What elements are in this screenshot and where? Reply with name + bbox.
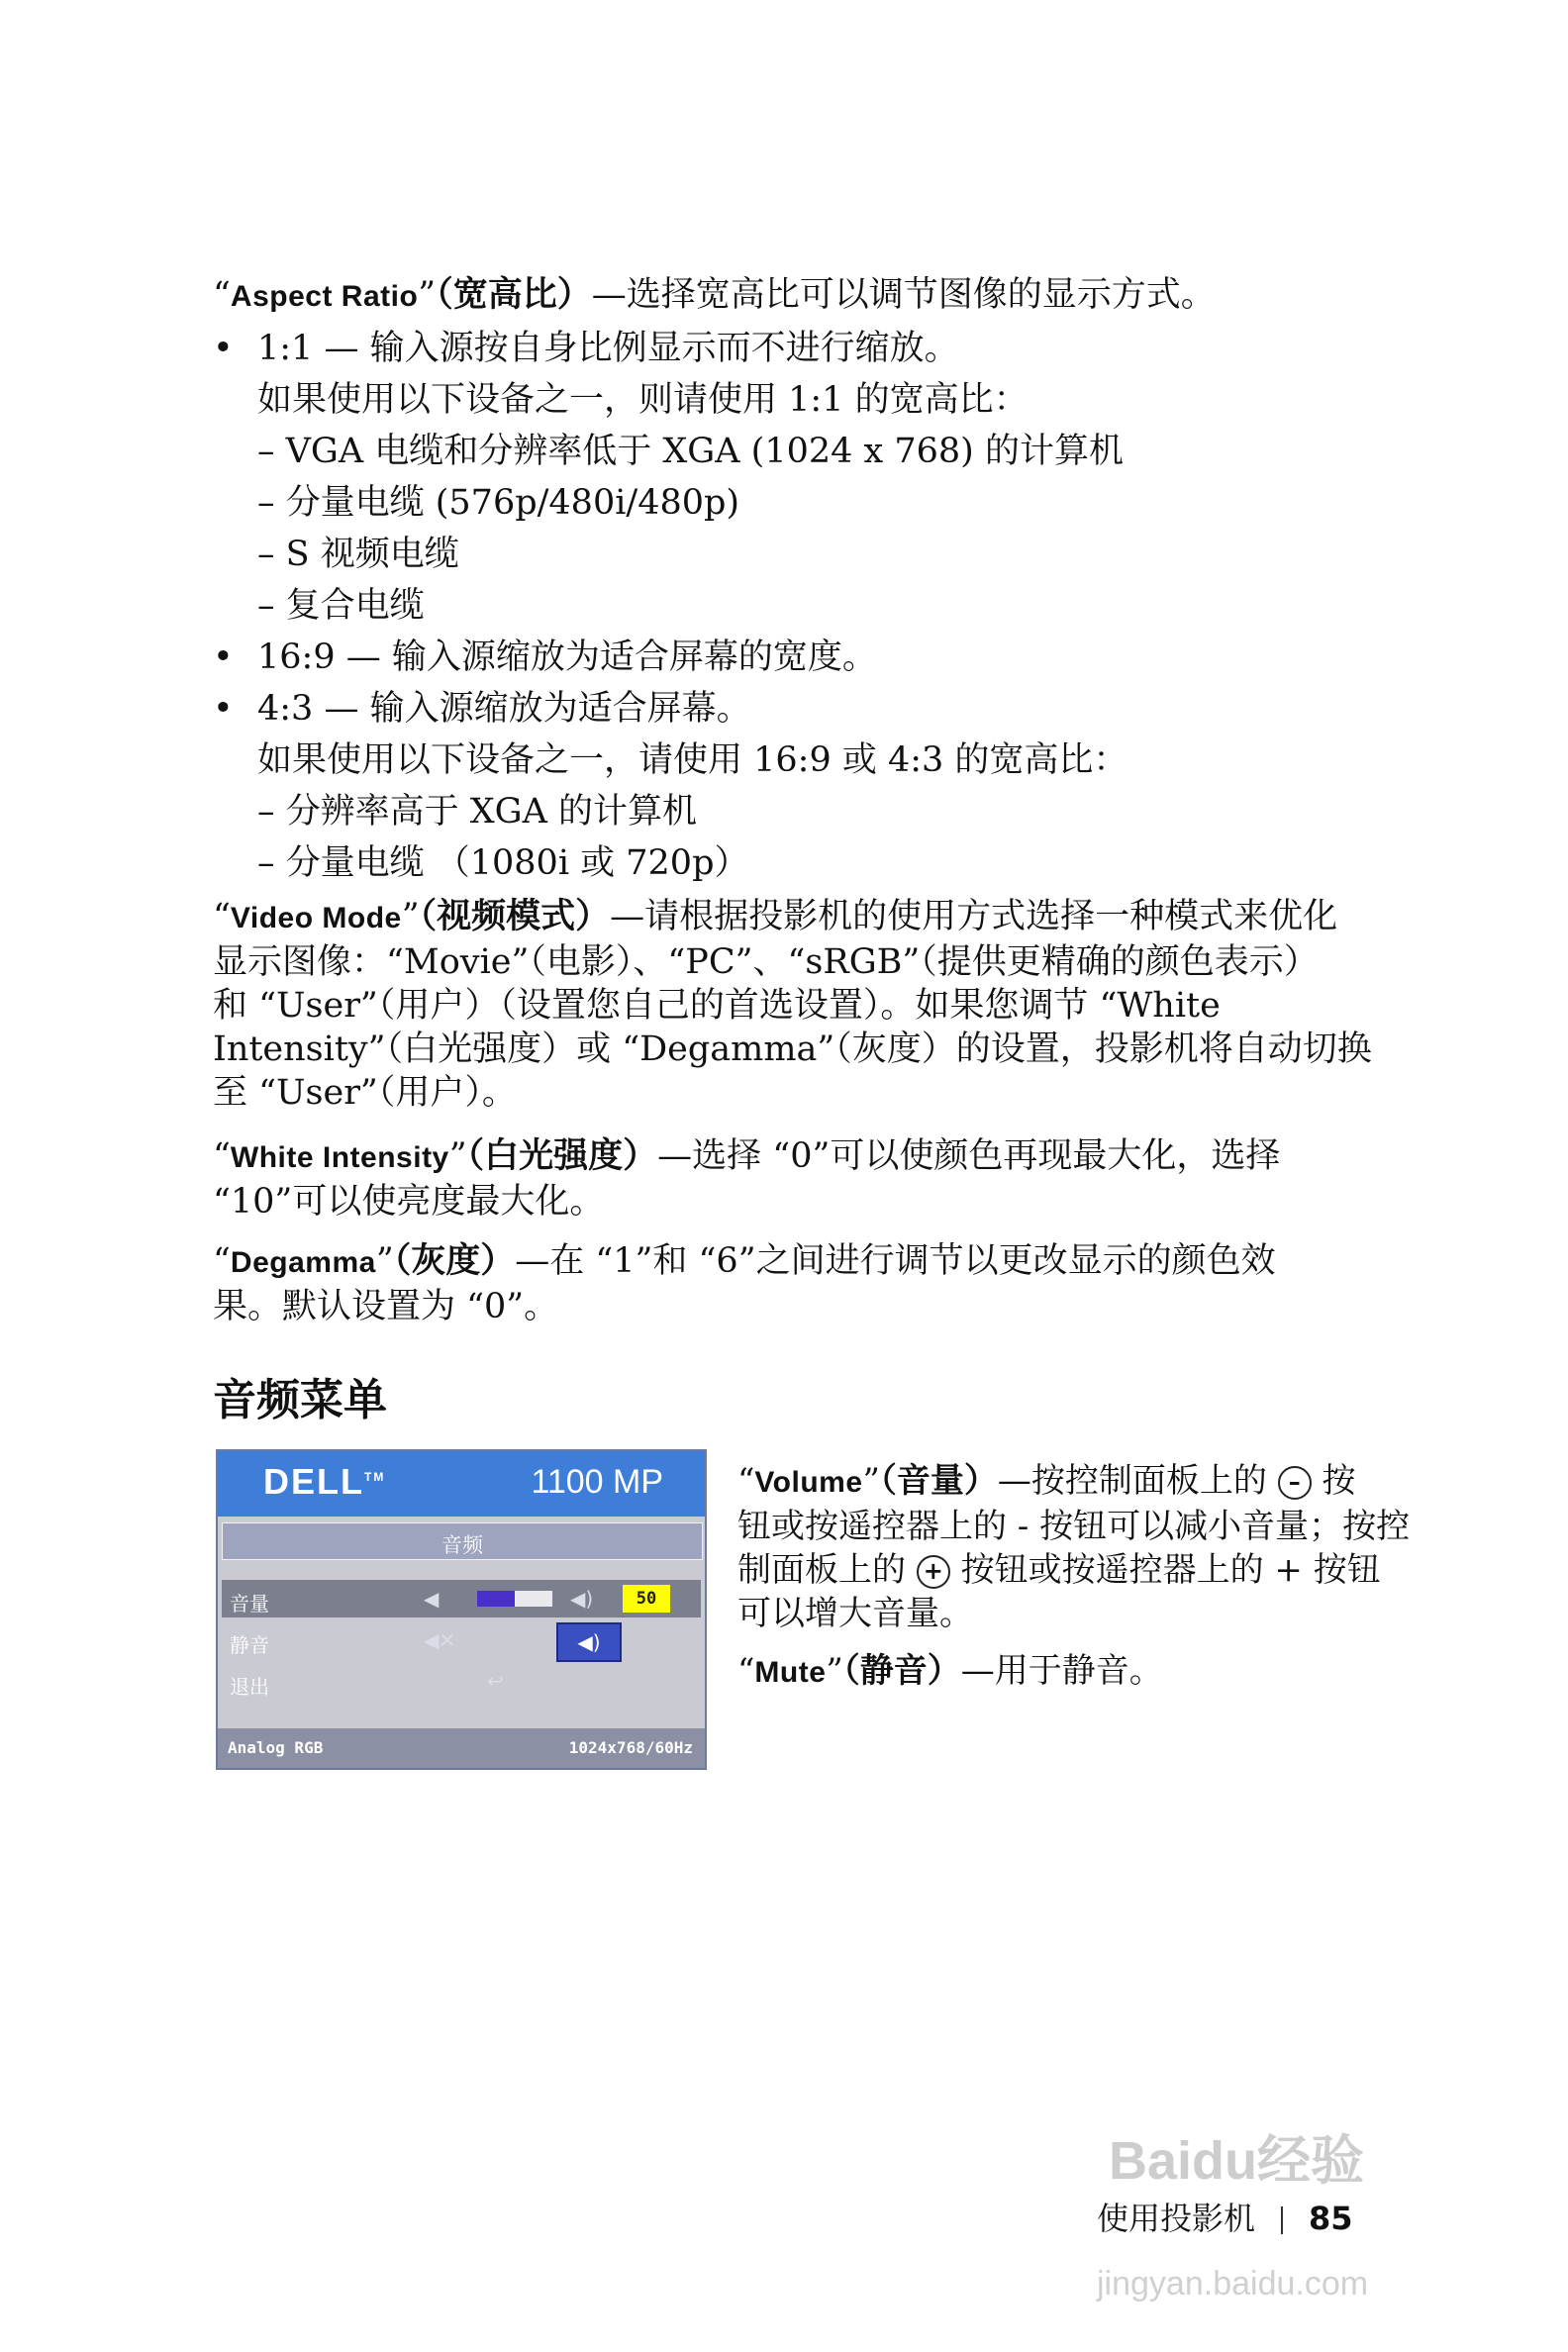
white-intensity-term: White Intensity (230, 1141, 449, 1174)
aspect-ratio-desc: —选择宽高比可以调节图像的显示方式。 (591, 275, 1216, 315)
video-mode-line: 和 “User”（用户）（设置您自己的首选设置）。如果您调节 “White (213, 986, 1221, 1026)
bullet-1-1-text: 1:1 — 输入源按自身比例显示而不进行缩放。 (257, 329, 959, 368)
volume-line: 钮或按遥控器上的 - 按钮可以减小音量；按控 (737, 1507, 1411, 1546)
mute-on-icon[interactable]: ◀) (556, 1622, 622, 1662)
footer-section: 使用投影机 (1097, 2200, 1256, 2237)
osd-footer (218, 1728, 705, 1768)
volume-heading: “Volume”（音量）—按控制面板上的 – 按 (737, 1461, 1356, 1501)
osd-audio-menu (216, 1449, 707, 1770)
video-mode-section (213, 895, 1411, 1115)
degamma-line: —在 “1”和 “6”之间进行调节以更改显示的颜色效 (515, 1241, 1276, 1281)
osd-model: 1100 MP (531, 1463, 663, 1501)
list-item: – 复合电缆 (257, 586, 425, 626)
aspect-ratio-term: Aspect Ratio (230, 280, 419, 313)
plus-button-icon: + (917, 1555, 950, 1589)
video-mode-line: 显示图像：“Movie”（电影）、“PC”、“sRGB”（提供更精确的颜色表示） (213, 942, 1319, 982)
volume-bar[interactable] (477, 1591, 552, 1607)
osd-resolution: 1024x768/60Hz (568, 1738, 693, 1757)
osd-exit-label: 退出 (230, 1675, 269, 1699)
bullet-1-1-note: 如果使用以下设备之一，则请使用 1:1 的宽高比： (257, 380, 1029, 420)
degamma-heading: “Degamma”（灰度）—在 “1”和 “6”之间进行调节以更改显示的颜色效 (213, 1240, 1276, 1281)
osd-volume-label: 音量 (230, 1592, 269, 1616)
list-item: – 分量电缆 (576p/480i/480p) (257, 483, 740, 523)
osd-row-volume[interactable] (222, 1580, 701, 1617)
aspect-ratio-heading: “Aspect Ratio”（宽高比）—选择宽高比可以调节图像的显示方式。 (213, 274, 1216, 315)
volume-term: Volume (754, 1466, 863, 1499)
return-icon: ↩ (487, 1669, 504, 1693)
speaker-down-icon: ◀ (424, 1587, 440, 1611)
dell-logo-text: DELL (263, 1461, 364, 1502)
video-mode-cn: （视频模式） (419, 896, 611, 936)
baidu-watermark: Baidu经验 (1109, 2131, 1365, 2191)
volume-section (737, 1459, 1430, 1695)
bullet-icon: • (213, 637, 234, 677)
osd-mute-label: 静音 (230, 1633, 269, 1657)
mute-off-icon: ◀✕ (424, 1628, 456, 1652)
degamma-section (213, 1239, 1411, 1328)
bullet-icon: • (213, 329, 234, 368)
page-number: 85 (1309, 2200, 1353, 2237)
speaker-up-icon: ◀) (570, 1587, 594, 1611)
bullet-16-9 (213, 632, 1411, 683)
volume-line: 可以增大音量。 (737, 1594, 973, 1633)
video-mode-line: 至 “User”（用户）。 (213, 1073, 517, 1113)
dell-logo (263, 1461, 385, 1503)
degamma-line: 果。默认设置为 “0”。 (213, 1287, 559, 1326)
list-item: – 分辨率高于 XGA 的计算机 (257, 792, 698, 832)
mute-cn: （静音） (842, 1651, 961, 1691)
osd-source: Analog RGB (228, 1738, 324, 1757)
bullet-1-1 (213, 323, 1411, 374)
volume-line: 按 (1322, 1461, 1356, 1501)
audio-menu-heading: 音频菜单 (213, 1375, 387, 1425)
video-mode-line: —请根据投影机的使用方式选择一种模式来优化 (610, 897, 1338, 936)
bullet-4-3 (213, 683, 1411, 735)
volume-line: —按控制面板上的 (997, 1461, 1267, 1501)
osd-header (218, 1451, 705, 1517)
osd-row-exit[interactable] (222, 1663, 701, 1701)
degamma-cn: （灰度） (393, 1240, 516, 1281)
degamma-term: Degamma (230, 1246, 376, 1279)
volume-fill (477, 1591, 515, 1607)
white-intensity-section (213, 1134, 1411, 1224)
white-intensity-line: “10”可以使亮度最大化。 (213, 1182, 605, 1222)
bullet-16-9-text: 16:9 — 输入源缩放为适合屏幕的宽度。 (257, 637, 877, 677)
list-item: – 分量电缆 （1080i 或 720p） (257, 843, 749, 883)
bullet-4-3-text: 4:3 — 输入源缩放为适合屏幕。 (257, 689, 751, 729)
aspect-ratio-cn: （宽高比） (436, 274, 592, 315)
volume-value: 50 (623, 1585, 670, 1613)
trademark: TM (364, 1470, 386, 1484)
mute-heading: “Mute”（静音）—用于静音。 (737, 1651, 1163, 1691)
mute-term: Mute (754, 1656, 827, 1689)
volume-line: 制面板上的 (737, 1550, 906, 1590)
volume-line-plus (737, 1548, 1430, 1592)
white-intensity-heading: “White Intensity”（白光强度）—选择 “0”可以使颜色再现最大化，选择 (213, 1135, 1281, 1176)
minus-button-icon: – (1278, 1466, 1312, 1500)
list-item: – VGA 电缆和分辨率低于 XGA (1024 x 768) 的计算机 (257, 432, 1124, 471)
volume-line: 按钮或按遥控器上的 + 按钮 (960, 1550, 1381, 1590)
list-item: – S 视频电缆 (257, 535, 459, 574)
osd-title: 音频 (441, 1533, 483, 1557)
osd-row-mute[interactable] (222, 1621, 701, 1659)
page-footer (1097, 2194, 1353, 2239)
white-intensity-cn: （白光强度） (466, 1135, 658, 1176)
aspect-ratio-section (213, 269, 1411, 889)
volume-cn: （音量） (879, 1461, 998, 1501)
osd-titlebar (222, 1522, 703, 1560)
video-mode-heading: “Video Mode”（视频模式）—请根据投影机的使用方式选择一种模式来优化 (213, 896, 1338, 936)
video-mode-line: Intensity”（白光强度）或 “Degamma”（灰度）的设置，投影机将自动切换 (213, 1029, 1372, 1069)
bullet-4-3-note: 如果使用以下设备之一，请使用 16:9 或 4:3 的宽高比： (257, 740, 1128, 780)
white-intensity-line: —选择 “0”可以使颜色再现最大化，选择 (657, 1136, 1281, 1176)
video-mode-term: Video Mode (230, 902, 402, 934)
mute-desc: —用于静音。 (960, 1651, 1163, 1691)
footer-divider (1281, 2206, 1283, 2234)
watermark-url: jingyan.baidu.com (1097, 2265, 1369, 2303)
bullet-icon: • (213, 689, 234, 729)
